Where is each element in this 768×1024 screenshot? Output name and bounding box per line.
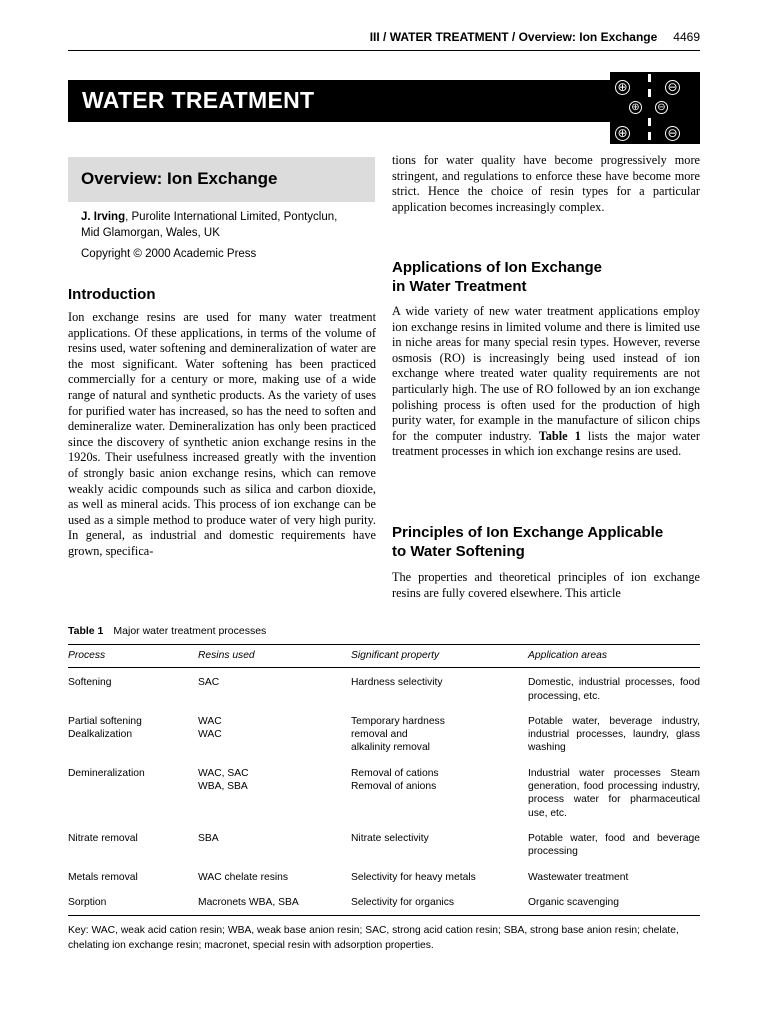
areas-cell: Potable water, food and beverage processing <box>528 832 700 858</box>
ion-exchange-logo <box>610 72 700 144</box>
process-cell: Nitrate removal <box>68 832 138 844</box>
column-header-process: Process <box>68 650 106 661</box>
article-title-box <box>68 157 375 202</box>
areas-cell: Industrial water processes Steam generation, food processing industry, process water for pharmaceutical use, etc. <box>528 767 700 819</box>
property-cell: Selectivity for heavy metals <box>351 871 476 883</box>
section-banner <box>68 80 700 122</box>
membrane-divider <box>648 74 651 82</box>
anion-icon: ⊖ <box>665 126 680 141</box>
affiliation-line-2: Mid Glamorgan, Wales, UK <box>81 227 220 239</box>
applications-heading <box>392 259 602 296</box>
table-caption <box>68 625 266 637</box>
areas-cell: Organic scavenging <box>528 896 620 908</box>
table-header-row <box>68 645 700 668</box>
table-label: Table 1 <box>68 625 104 637</box>
processes-table <box>68 644 700 916</box>
article-title: Overview: Ion Exchange <box>81 169 278 188</box>
process-cell: Metals removal <box>68 871 138 883</box>
process-cell: Sorption <box>68 896 107 908</box>
applications-text-part-2: lists the major water treatment processes in which ion exchange resins are used. <box>392 428 700 459</box>
running-title: III / WATER TREATMENT / Overview: Ion Exchange <box>369 30 658 44</box>
principles-text: The properties and theoretical principles of ion exchange resins are fully covered elsewhere. This article <box>392 570 700 600</box>
membrane-divider <box>648 89 651 97</box>
running-header <box>68 30 700 51</box>
resins-cell: WAC chelate resins <box>198 871 289 883</box>
table-row <box>68 715 700 767</box>
table-key: Key: WAC, weak acid cation resin; WBA, weak base anion resin; SAC, strong acid cation resin; SBA, strong base anion resin; chelate, chelating ion exchange resin; macronet, special resin with adsorption properties. <box>68 925 679 951</box>
resins-cell: WAC WAC <box>198 715 222 741</box>
resins-cell: SAC <box>198 677 220 689</box>
principles-heading <box>392 524 663 561</box>
process-cell: Softening <box>68 677 112 689</box>
membrane-divider <box>648 132 651 140</box>
resins-cell: Macronets WBA, SBA <box>198 896 299 908</box>
table-row <box>68 767 700 832</box>
anion-icon: ⊖ <box>665 80 680 95</box>
cation-icon: ⊕ <box>615 80 630 95</box>
introduction-text: Ion exchange resins are used for many water treatment applications. Of these applications, in terms of the volume of resins used, water softening and demineralization of water are the most significant. Water softening has been practiced commercially for a century or more, making use of a wide range of natural and synthetic products. As the variety of uses for purified water has increased, so has the need to soften and demineralize water. Demineralization has only been practiced since the discovery of synthetic anion exchange resins in the 1920s. Their usefulness increased greatly with the invention of strongly basic anion exchange resins, which can remove weakly acidic compounds such as silica and carbon dioxide, as well as mineral acids. This process of ion exchange can be used as a simple method to produce water of very high purity. In general, as industrial and domestic requirements have grown, specifica- <box>68 310 376 558</box>
principles-heading-line-2: to Water Softening <box>392 542 525 560</box>
introduction-heading: Introduction <box>68 286 156 303</box>
anion-icon: ⊖ <box>655 101 668 114</box>
column-header-resins: Resins used <box>198 650 255 661</box>
banner-title: WATER TREATMENT <box>82 87 315 113</box>
resins-cell: SBA <box>198 832 219 844</box>
property-cell: Temporary hardness removal and alkalinity removal <box>351 715 445 754</box>
cation-icon: ⊕ <box>629 101 642 114</box>
applications-heading-line-2: in Water Treatment <box>392 277 527 295</box>
areas-cell: Wastewater treatment <box>528 871 629 883</box>
table-reference: Table 1 <box>538 428 581 443</box>
property-cell: Selectivity for organics <box>351 896 455 908</box>
membrane-divider <box>648 118 651 126</box>
process-cell: Partial softening Dealkalization <box>68 715 142 741</box>
property-cell: Nitrate selectivity <box>351 832 429 844</box>
column-header-property: Significant property <box>351 650 440 661</box>
copyright-notice: Copyright © 2000 Academic Press <box>81 248 257 260</box>
applications-text <box>392 304 700 460</box>
areas-cell: Domestic, industrial processes, food processing, etc. <box>528 677 700 702</box>
continued-text: tions for water quality have become progressively more stringent, and regulations to enforce these have become more strict. Hence the choice of resin types for a particular application becomes increasingly complex. <box>392 153 700 214</box>
affiliation-line-1: , Purolite International Limited, Pontyclun, <box>125 211 338 223</box>
table-row <box>68 832 700 871</box>
property-cell: Hardness selectivity <box>351 677 443 689</box>
property-cell: Removal of cations Removal of anions <box>351 767 439 793</box>
table-row <box>68 896 700 916</box>
table-caption-text: Major water treatment processes <box>113 625 267 637</box>
table-row <box>68 871 700 896</box>
author-block <box>81 209 371 241</box>
resins-cell: WAC, SAC WBA, SBA <box>198 767 249 793</box>
page-number: 4469 <box>673 30 700 44</box>
column-header-areas: Application areas <box>528 650 607 661</box>
applications-heading-line-1: Applications of Ion Exchange <box>392 259 603 276</box>
author-name: J. Irving <box>81 211 126 223</box>
areas-cell: Potable water, beverage industry, industrial processes, laundry, glass washing <box>528 715 700 754</box>
table-row <box>68 668 700 715</box>
process-cell: Demineralization <box>68 767 145 779</box>
principles-heading-line-1: Principles of Ion Exchange Applicable <box>392 524 664 541</box>
cation-icon: ⊕ <box>615 126 630 141</box>
applications-text-part-1: A wide variety of new water treatment applications employ ion exchange resins in limited volume and there is limited use in niche areas for many special resin types. However, reverse osmosis (RO) is increasingly being used instead of ion exchange where treated water quality requirements are not particularly high. The use of RO followed by an ion exchange polishing process is often used for the production of high purity water, for example in the manufacture of silicon chips for the computer industry. <box>392 304 700 443</box>
